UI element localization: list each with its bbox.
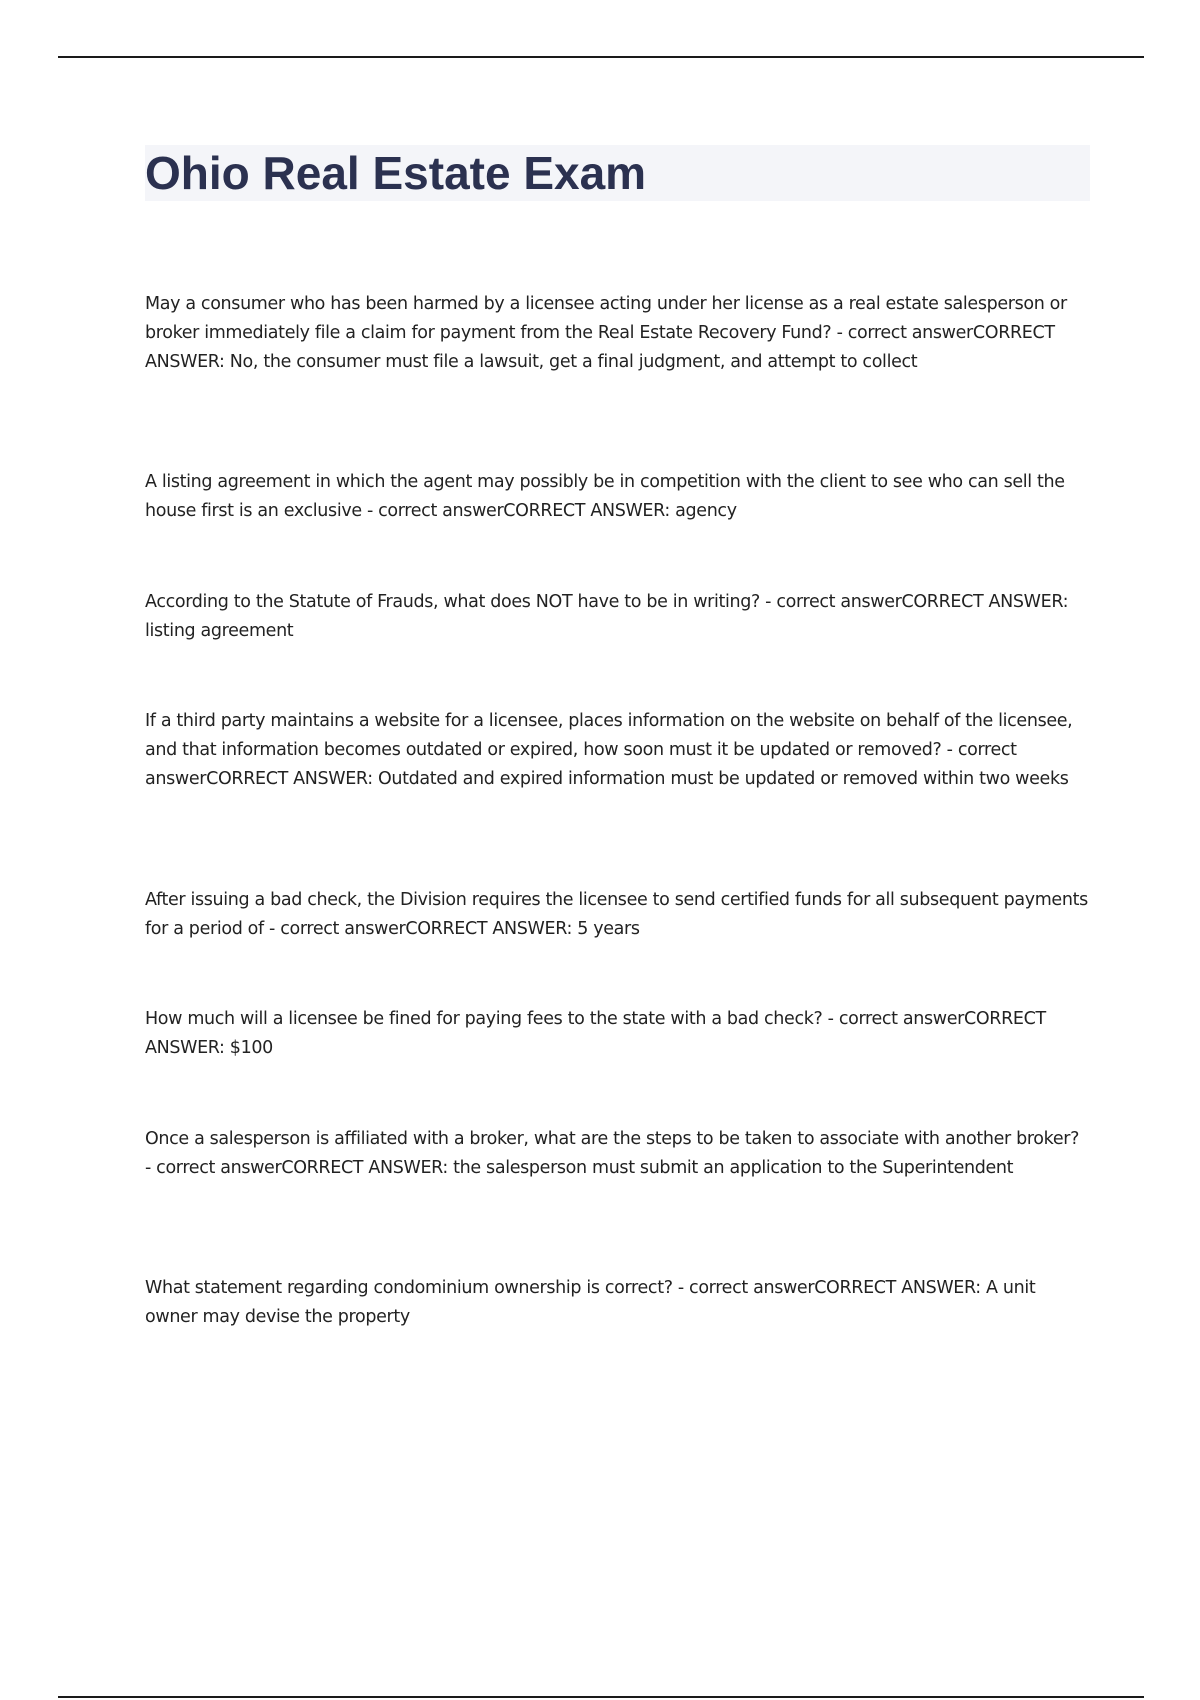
qa-text: A listing agreement in which the agent may possibly be in competition with the client to see who can sell the house first is an exclusive - correct answerCORRECT ANSWER: agency — [145, 472, 1065, 521]
qa-text: What statement regarding condominium ownership is correct? - correct answerCORRECT ANSWER: A unit owner may devise the property — [145, 1278, 1036, 1327]
qa-text: May a consumer who has been harmed by a licensee acting under her license as a real estate salesperson or broker immediately file a claim for payment from the Real Estate Recovery Fund? - correct answerCORRECT ANSWER: No, the consumer must file a lawsuit, get a final judgment, and attempt to collect — [145, 294, 1067, 372]
qa-text: According to the Statute of Frauds, what does NOT have to be in writing? - correct answerCORRECT ANSWER: listing agreement — [145, 592, 1069, 641]
qa-item-1 — [145, 290, 1090, 377]
top-rule — [58, 56, 1144, 58]
qa-item-6 — [145, 1005, 1090, 1063]
qa-text: How much will a licensee be fined for paying fees to the state with a bad check? - correct answerCORRECT ANSWER: $100 — [145, 1009, 1046, 1058]
qa-text: Once a salesperson is affiliated with a broker, what are the steps to be taken to associate with another broker? - correct answerCORRECT ANSWER: the salesperson must submit an application to the Superintendent — [145, 1129, 1080, 1178]
qa-item-4 — [145, 707, 1090, 794]
qa-item-3 — [145, 588, 1090, 646]
qa-text: After issuing a bad check, the Division requires the licensee to send certified funds for all subsequent payments for a period of - correct answerCORRECT ANSWER: 5 years — [145, 890, 1088, 939]
qa-text: If a third party maintains a website for a licensee, places information on the website on behalf of the licensee, and that information becomes outdated or expired, how soon must it be updated or removed? - correct answerCORRECT ANSWER: Outdated and expired information must be updated or removed within two weeks — [145, 711, 1073, 789]
qa-item-8 — [145, 1274, 1090, 1332]
qa-item-2 — [145, 468, 1090, 526]
qa-item-7 — [145, 1125, 1090, 1183]
qa-item-5 — [145, 886, 1090, 944]
page-title: Ohio Real Estate Exam — [145, 147, 647, 199]
bottom-rule — [58, 1696, 1144, 1698]
